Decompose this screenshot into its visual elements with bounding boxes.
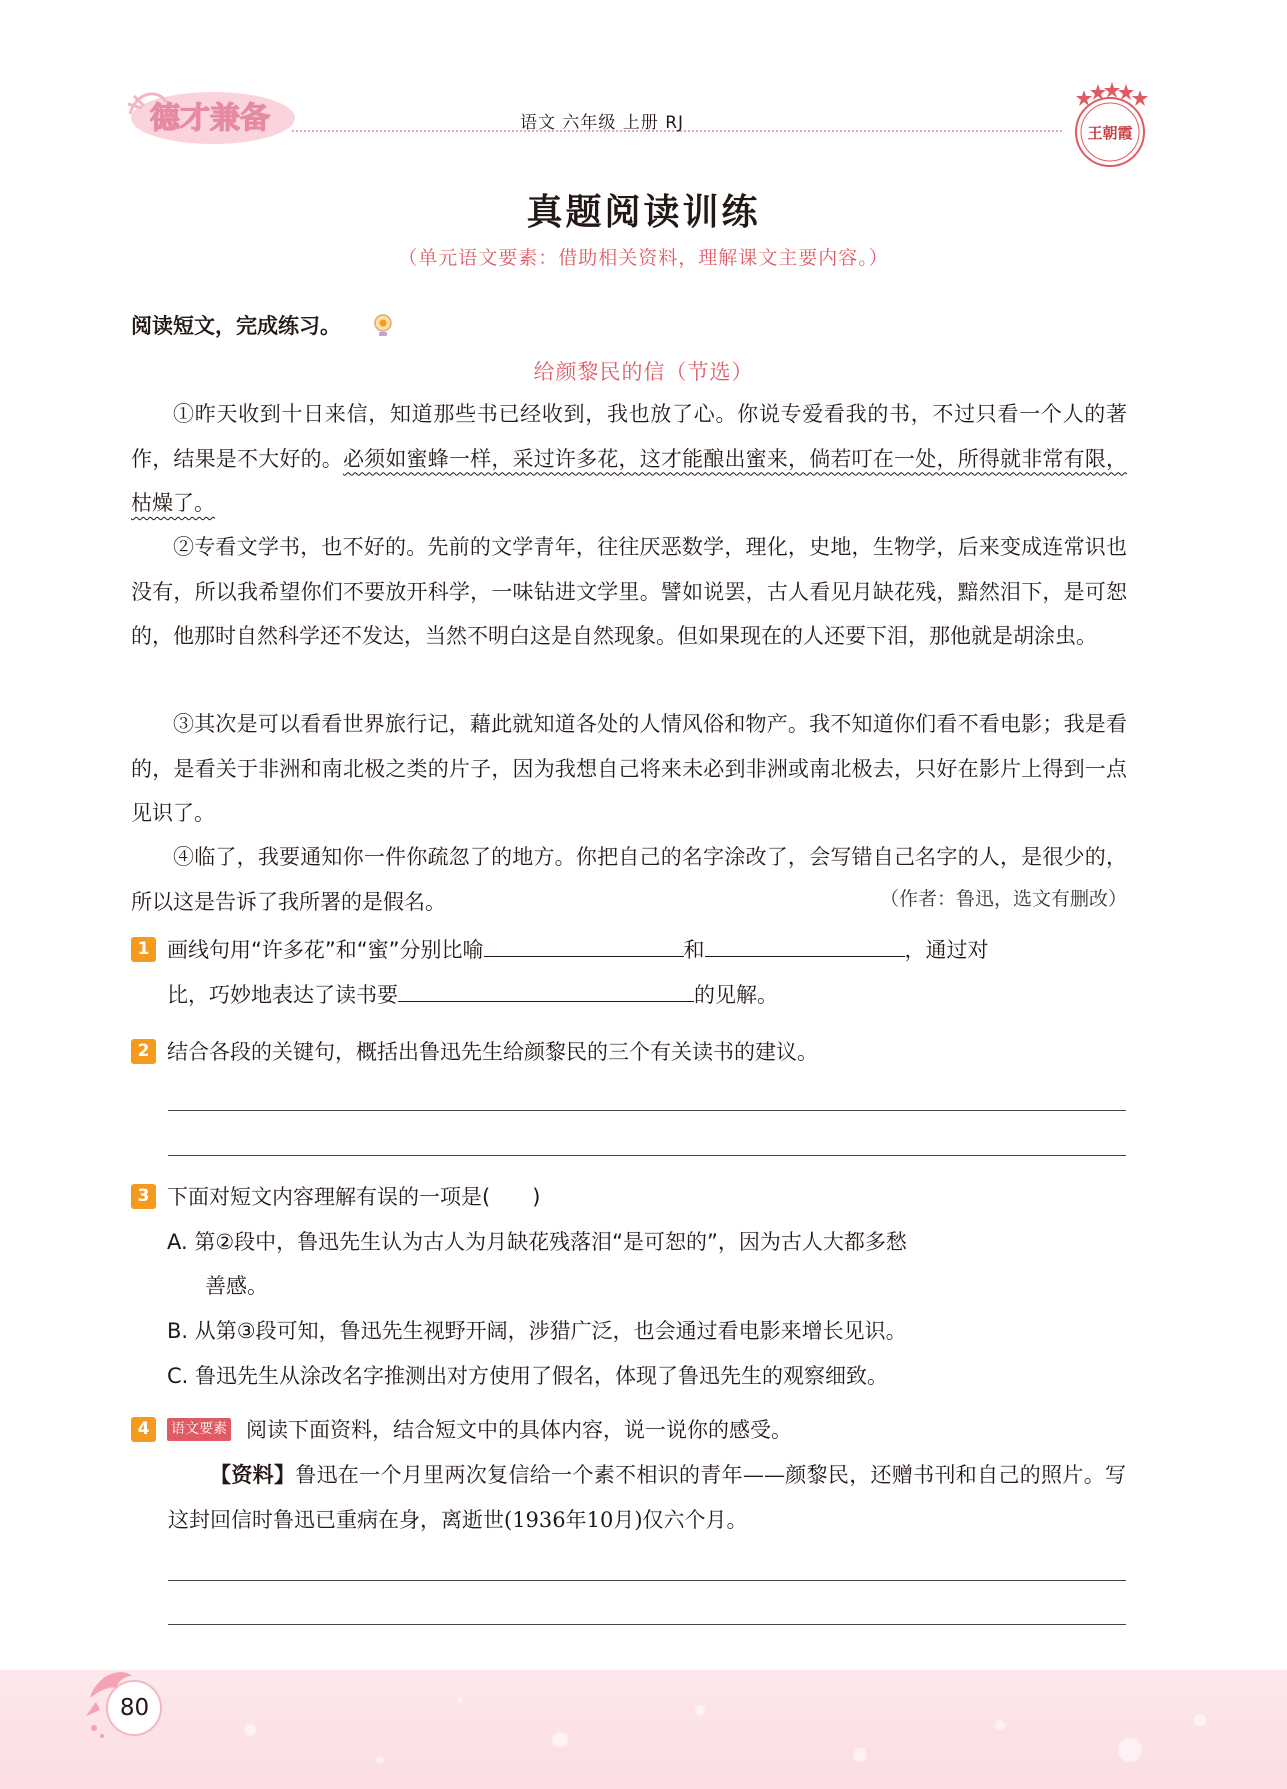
question-number-2: 2 bbox=[131, 1039, 156, 1064]
question-4-text: 阅读下面资料，结合短文中的具体内容，说一说你的感受。 bbox=[246, 1418, 792, 1442]
option-a[interactable]: A. 第②段中，鲁迅先生认为古人为月缺花残落泪“是可恕的”，因为古人大都多愁 bbox=[167, 1230, 907, 1254]
option-a-cont: 善感。 bbox=[205, 1274, 268, 1298]
page-title: 真题阅读训练 bbox=[526, 192, 761, 233]
svg-text:王朝霞: 王朝霞 bbox=[1087, 124, 1133, 142]
question-1-text-cont: 比，巧妙地表达了读书要 的见解。 bbox=[167, 973, 778, 1017]
answer-line[interactable] bbox=[168, 1155, 1126, 1156]
paragraph-3: ③其次是可以看看世界旅行记，藉此就知道各处的人情风俗和物产。我不知道你们看不看电影；我是看的，是看关于非洲和南北极之类的片子，因为我想自己将来未必到非洲或南北极去，只好在影片上得到一点见识了。 bbox=[131, 712, 1127, 825]
page-number: 80 bbox=[119, 1695, 150, 1721]
answer-line[interactable] bbox=[168, 1110, 1126, 1111]
answer-blank[interactable] bbox=[484, 934, 684, 957]
passage-title: 给颜黎民的信（节选） bbox=[533, 360, 754, 384]
option-c[interactable]: C. 鲁迅先生从涂改名字推测出对方使用了假名，体现了鲁迅先生的观察细致。 bbox=[167, 1364, 889, 1388]
question-2-text: 结合各段的关键句，概括出鲁迅先生给颜黎民的三个有关读书的建议。 bbox=[167, 1040, 818, 1064]
answer-line[interactable] bbox=[168, 1580, 1126, 1581]
lightbulb-icon bbox=[372, 313, 394, 339]
material-text: 【资料】鲁迅在一个月里两次复信给一个素不相识的青年——颜黎民，还赠书刊和自己的照片。写这封回信时鲁迅已重病在身，离逝世(1936年10月)仅六个月。 bbox=[168, 1463, 1127, 1532]
author-note: （作者：鲁迅，选文有删改） bbox=[879, 888, 1127, 910]
svg-text:德才兼备: 德才兼备 bbox=[150, 101, 270, 136]
skill-badge: 语文要素 bbox=[167, 1418, 231, 1441]
answer-blank[interactable] bbox=[705, 934, 905, 957]
underlined-sentence: 必须如蜜蜂一样，采过许多花，这才能酿出蜜来，倘若叮在一处，所得就非常有限，枯燥了。 bbox=[131, 446, 1128, 515]
question-number-4: 4 bbox=[131, 1417, 156, 1442]
instruction: 阅读短文，完成练习。 bbox=[131, 314, 341, 338]
paragraph-2: ②专看文学书，也不好的。先前的文学青年，往往厌恶数学，理化，史地，生物学，后来变成连常识也没有，所以我希望你们不要放开科学，一味钻进文学里。譬如说罢，古人看见月缺花残，黯然泪下，是可恕的，他那时自然科学还不发达，当然不明白这是自然现象。但如果现在的人还要下泪，那他就是胡涂虫。 bbox=[131, 535, 1127, 648]
subject-line: 语文 六年级 上册 RJ bbox=[520, 113, 685, 133]
footer-decoration bbox=[0, 1670, 1287, 1789]
question-3-text: 下面对短文内容理解有误的一项是( ) bbox=[167, 1185, 541, 1209]
question-number-3: 3 bbox=[131, 1184, 156, 1209]
brand-logo bbox=[118, 84, 296, 148]
option-b[interactable]: B. 从第③段可知，鲁迅先生视野开阔，涉猎广泛，也会通过看电影来增长见识。 bbox=[167, 1319, 907, 1343]
question-number-1: 1 bbox=[131, 937, 156, 962]
answer-blank[interactable] bbox=[398, 979, 694, 1002]
paragraph-1: ①昨天收到十日来信，知道那些书已经收到，我也放了心。你说专爱看我的书，不过只看一个人的著作，结果是不大好的。必须如蜜蜂一样，采过许多花，这才能酿出蜜来，倘若叮在一处，所得就非常有限，枯燥了。 bbox=[131, 402, 1128, 515]
page-subtitle: （单元语文要素：借助相关资料，理解课文主要内容。） bbox=[398, 247, 889, 269]
author-seal bbox=[1062, 76, 1156, 172]
question-1-text: 画线句用“许多花”和“蜜”分别比喻 和 ，通过对 bbox=[167, 928, 1127, 972]
paragraph-4: ④临了，我要通知你一件你疏忽了的地方。你把自己的名字涂改了，会写错自己名字的人，是很少的，所以这是告诉了我所署的是假名。 bbox=[131, 845, 1127, 914]
answer-line[interactable] bbox=[168, 1624, 1126, 1625]
